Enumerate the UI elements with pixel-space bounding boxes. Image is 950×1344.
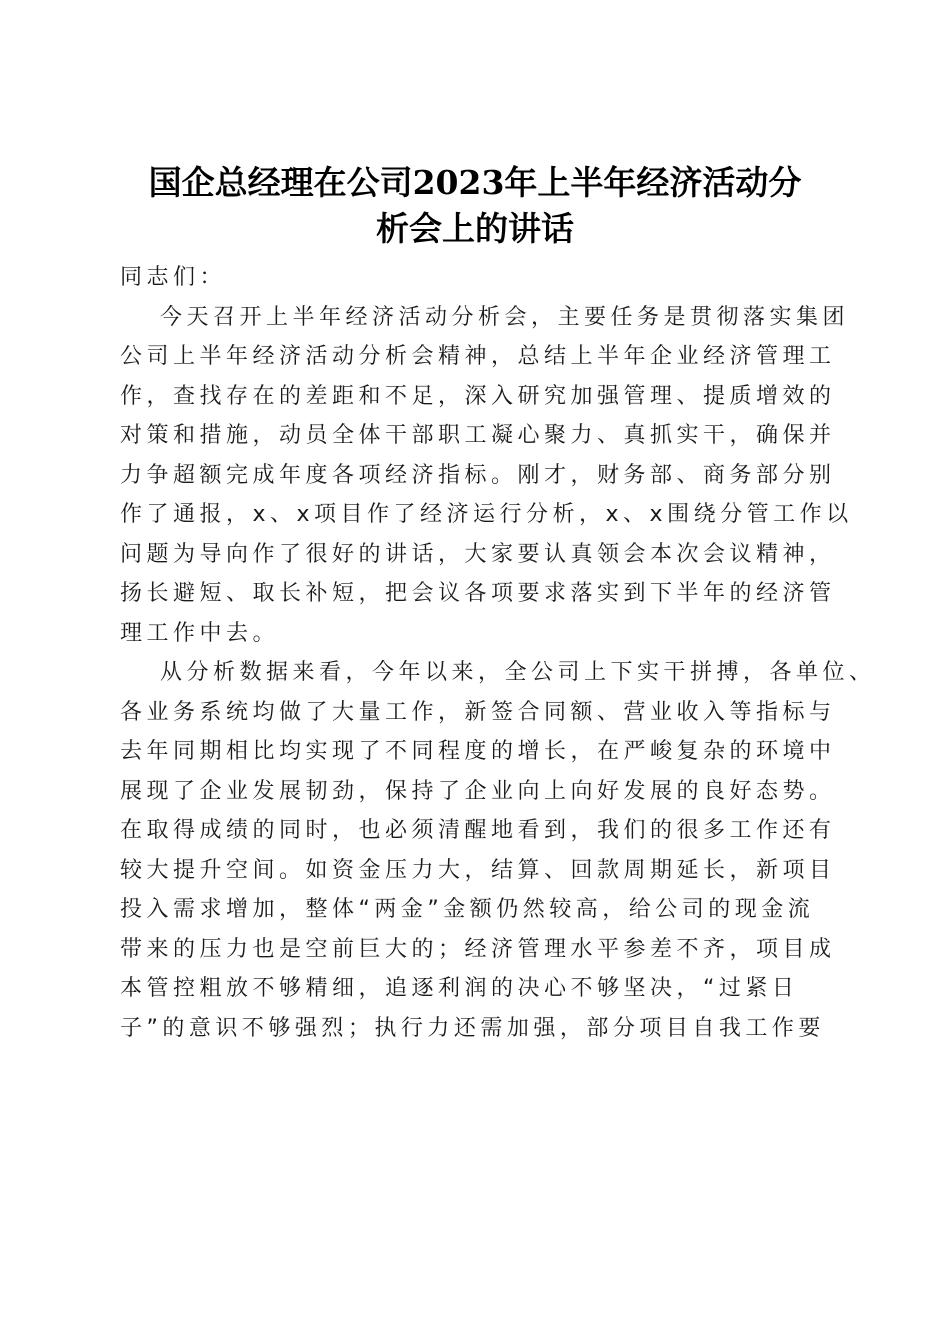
paragraph-line: 今天召开上半年经济活动分析会，主要任务是贯彻落实集团 [160, 304, 850, 330]
title-line: 析会上的讲话 [376, 209, 574, 249]
paragraph-line: 子”的意识不够强烈；执行力还需加强，部分项目自我工作要 [120, 1015, 825, 1041]
paragraph-line: 从分析数据来看，今年以来，全公司上下实干拼搏，各单位、 [160, 660, 876, 685]
salutation: 同志们： [120, 265, 227, 290]
paragraph-line: 公司上半年经济活动分析会精神，总结上半年企业经济管理工 [120, 344, 836, 369]
paragraph-line: 对策和措施，动员全体干部职工凝心聚力、真抓实干，确保并 [120, 423, 836, 448]
paragraph-line: 带来的压力也是空前巨大的；经济管理水平参差不齐，项目成 [120, 936, 836, 962]
paragraph-line: 扬长避短、取长补短，把会议各项要求落实到下半年的经济管 [120, 581, 836, 606]
paragraph-line: 力争超额完成年度各项经济指标。刚才，财务部、商务部分别 [120, 462, 836, 488]
paragraph-line: 作了通报，x、x项目作了经济运行分析，x、x围绕分管工作以 [120, 502, 853, 527]
document-title [120, 160, 830, 252]
paragraph-1 [120, 298, 853, 654]
document-body [120, 258, 876, 1048]
paragraph-line: 本管控粗放不够精细，追逐利润的决心不够坚决，“过紧日 [120, 976, 799, 1001]
paragraph-line: 各业务系统均做了大量工作，新签合同额、营业收入等指标与 [120, 699, 836, 725]
paragraph-line: 在取得成绩的同时，也必须清醒地看到，我们的很多工作还有 [120, 818, 836, 843]
paragraph-line: 去年同期相比均实现了不同程度的增长，在严峻复杂的环境中 [120, 739, 836, 764]
title-line: 国企总经理在公司2023年上半年经济活动分 [148, 163, 802, 203]
paragraph-line: 较大提升空间。如资金压力大，结算、回款周期延长，新项目 [120, 857, 836, 883]
paragraph-line: 问题为导向作了很好的讲话，大家要认真领会本次会议精神， [120, 541, 836, 567]
paragraph-line: 投入需求增加，整体“两金”金额仍然较高，给公司的现金流 [120, 897, 815, 922]
paragraph-2 [120, 653, 876, 1048]
paragraph-line: 理工作中去。 [120, 620, 280, 646]
paragraph-line: 展现了企业发展韧劲，保持了企业向上向好发展的良好态势。 [120, 778, 836, 804]
paragraph-line: 作，查找存在的差距和不足，深入研究加强管理、提质增效的 [120, 383, 836, 409]
